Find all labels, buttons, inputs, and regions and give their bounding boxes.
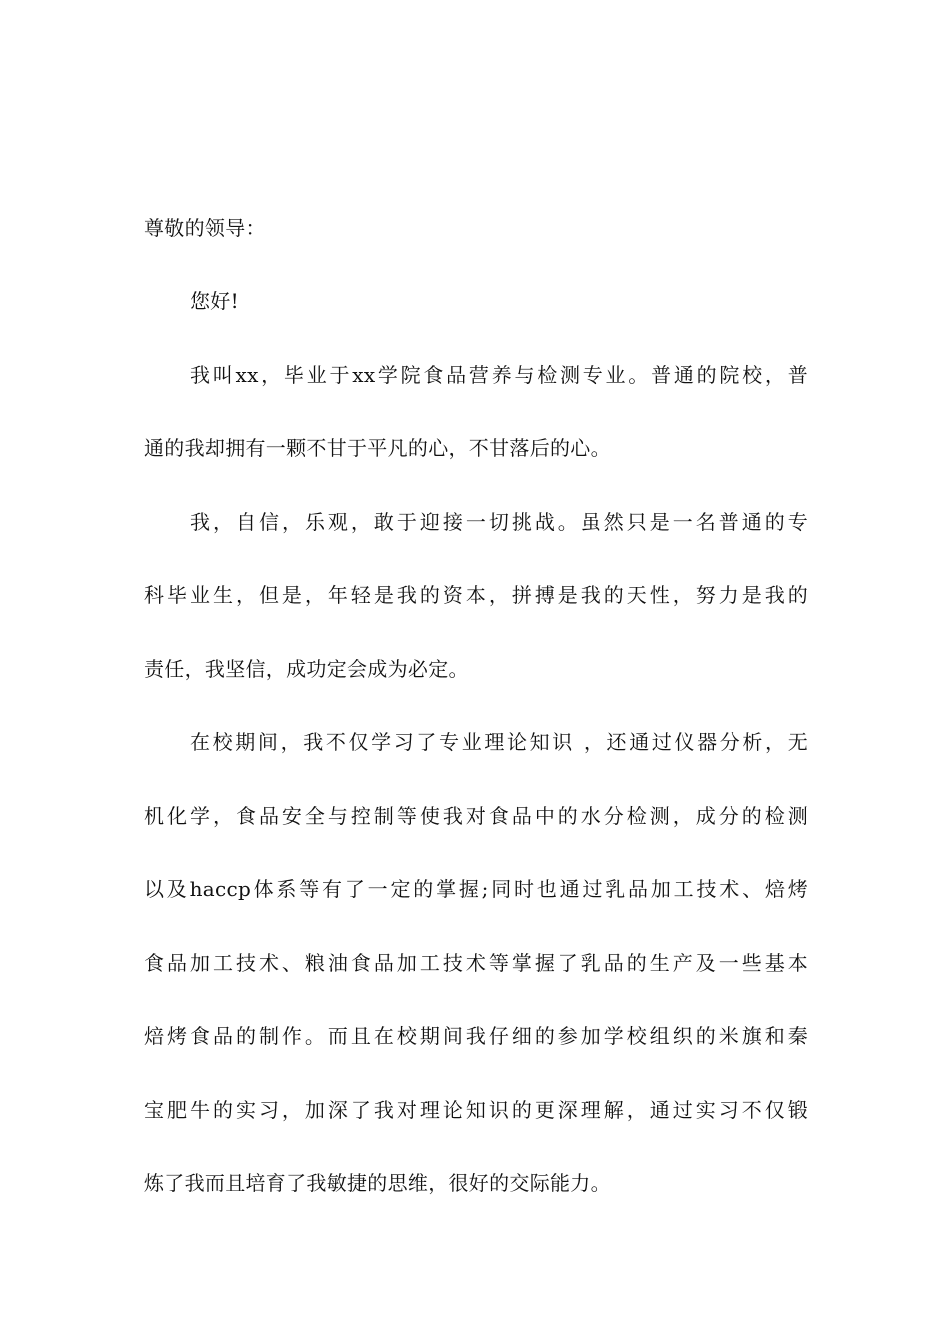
paragraph-line: 炼了我而且培育了我敏捷的思维，很好的交际能力。: [144, 1171, 611, 1195]
paragraph-line: 宝肥牛的实习，加深了我对理论知识的更深理解，通过实习不仅锻: [144, 1098, 808, 1122]
salutation: 尊敬的领导：: [144, 216, 266, 240]
paragraph-line: 科毕业生，但是，年轻是我的资本，拼搏是我的天性，努力是我的: [144, 583, 808, 607]
paragraph-line: 焙烤食品的制作。而且在校期间我仔细的参加学校组织的米旗和秦: [144, 1024, 808, 1048]
paragraph-line: 机化学，食品安全与控制等使我对食品中的水分检测，成分的检测: [144, 804, 808, 828]
paragraph-line: 我叫xx，毕业于xx学院食品营养与检测专业。普通的院校，普: [190, 363, 808, 387]
paragraph-line: 责任，我坚信，成功定会成为必定。: [144, 657, 469, 681]
paragraph-line: 通的我却拥有一颗不甘于平凡的心，不甘落后的心。: [144, 436, 611, 460]
paragraph-line: 以及haccp体系等有了一定的掌握;同时也通过乳品加工技术、焙烤: [144, 877, 808, 901]
greeting: 您好!: [190, 289, 239, 313]
paragraph-line: 在校期间，我不仅学习了专业理论知识 ，还通过仪器分析，无: [190, 730, 808, 754]
paragraph-line: 食品加工技术、粮油食品加工技术等掌握了乳品的生产及一些基本: [144, 951, 808, 975]
paragraph-line: 我，自信，乐观，敢于迎接一切挑战。虽然只是一名普通的专: [190, 510, 808, 534]
